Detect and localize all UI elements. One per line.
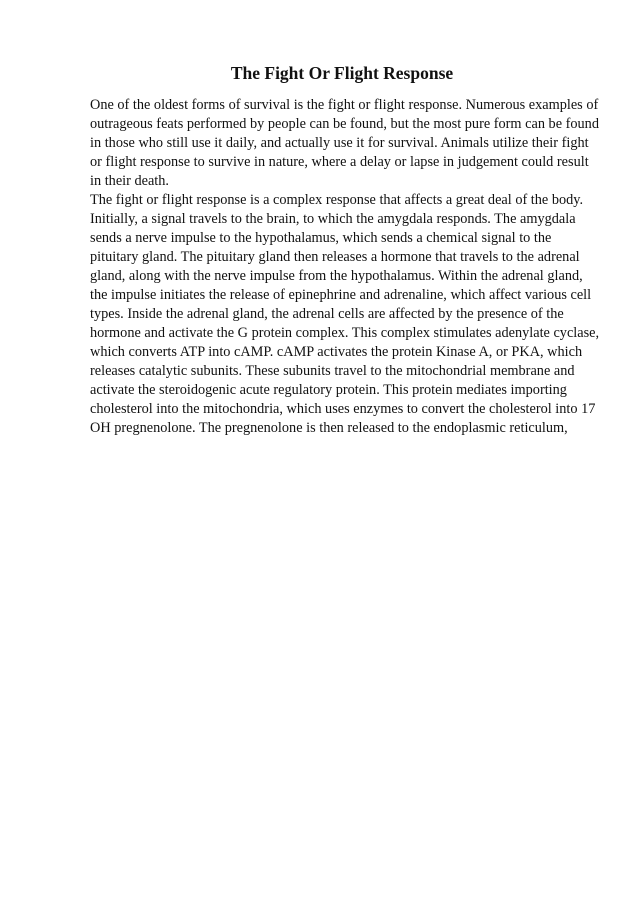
paragraph-mechanism: The fight or flight response is a complex response that affects a great deal of the body. Initially, a signal travels to the brain, to which the amygdala responds. The amygdala sends a nerve impulse to the hypothalamus, which sends a chemical signal to the pituitary gland. The pituitary gland then releases a hormone that travels to the adrenal gland, along with the nerve impulse from the hypothalamus. Within the adrenal gland, the impulse initiates the release of epinephrine and adrenaline, which affect various cell types. Inside the adrenal gland, the adrenal cells are affected by the presence of the hormone and activate the G protein complex. This complex stimulates adenylate cyclase, which converts ATP into cAMP. cAMP activates the protein Kinase A, or PKA, which releases catalytic subunits. These subunits travel to the mitochondrial membrane and activate the steroidogenic acute regulatory protein. This protein mediates importing cholesterol into the mitochondria, which uses enzymes to convert the cholesterol into 17 OH pregnenolone. The pregnenolone is then released to the endoplasmic reticulum,	[90, 192, 600, 436]
document-title: The Fight Or Flight Response	[230, 63, 454, 83]
document-body	[90, 96, 600, 438]
paragraph-intro: One of the oldest forms of survival is the fight or flight response. Numerous examples of outrageous feats performed by people can be found, but the most pure form can be found in those who still use it daily, and actually use it for survival. Animals utilize their fight or flight response to survive in nature, where a delay or lapse in judgement could result in their death.	[90, 97, 599, 189]
